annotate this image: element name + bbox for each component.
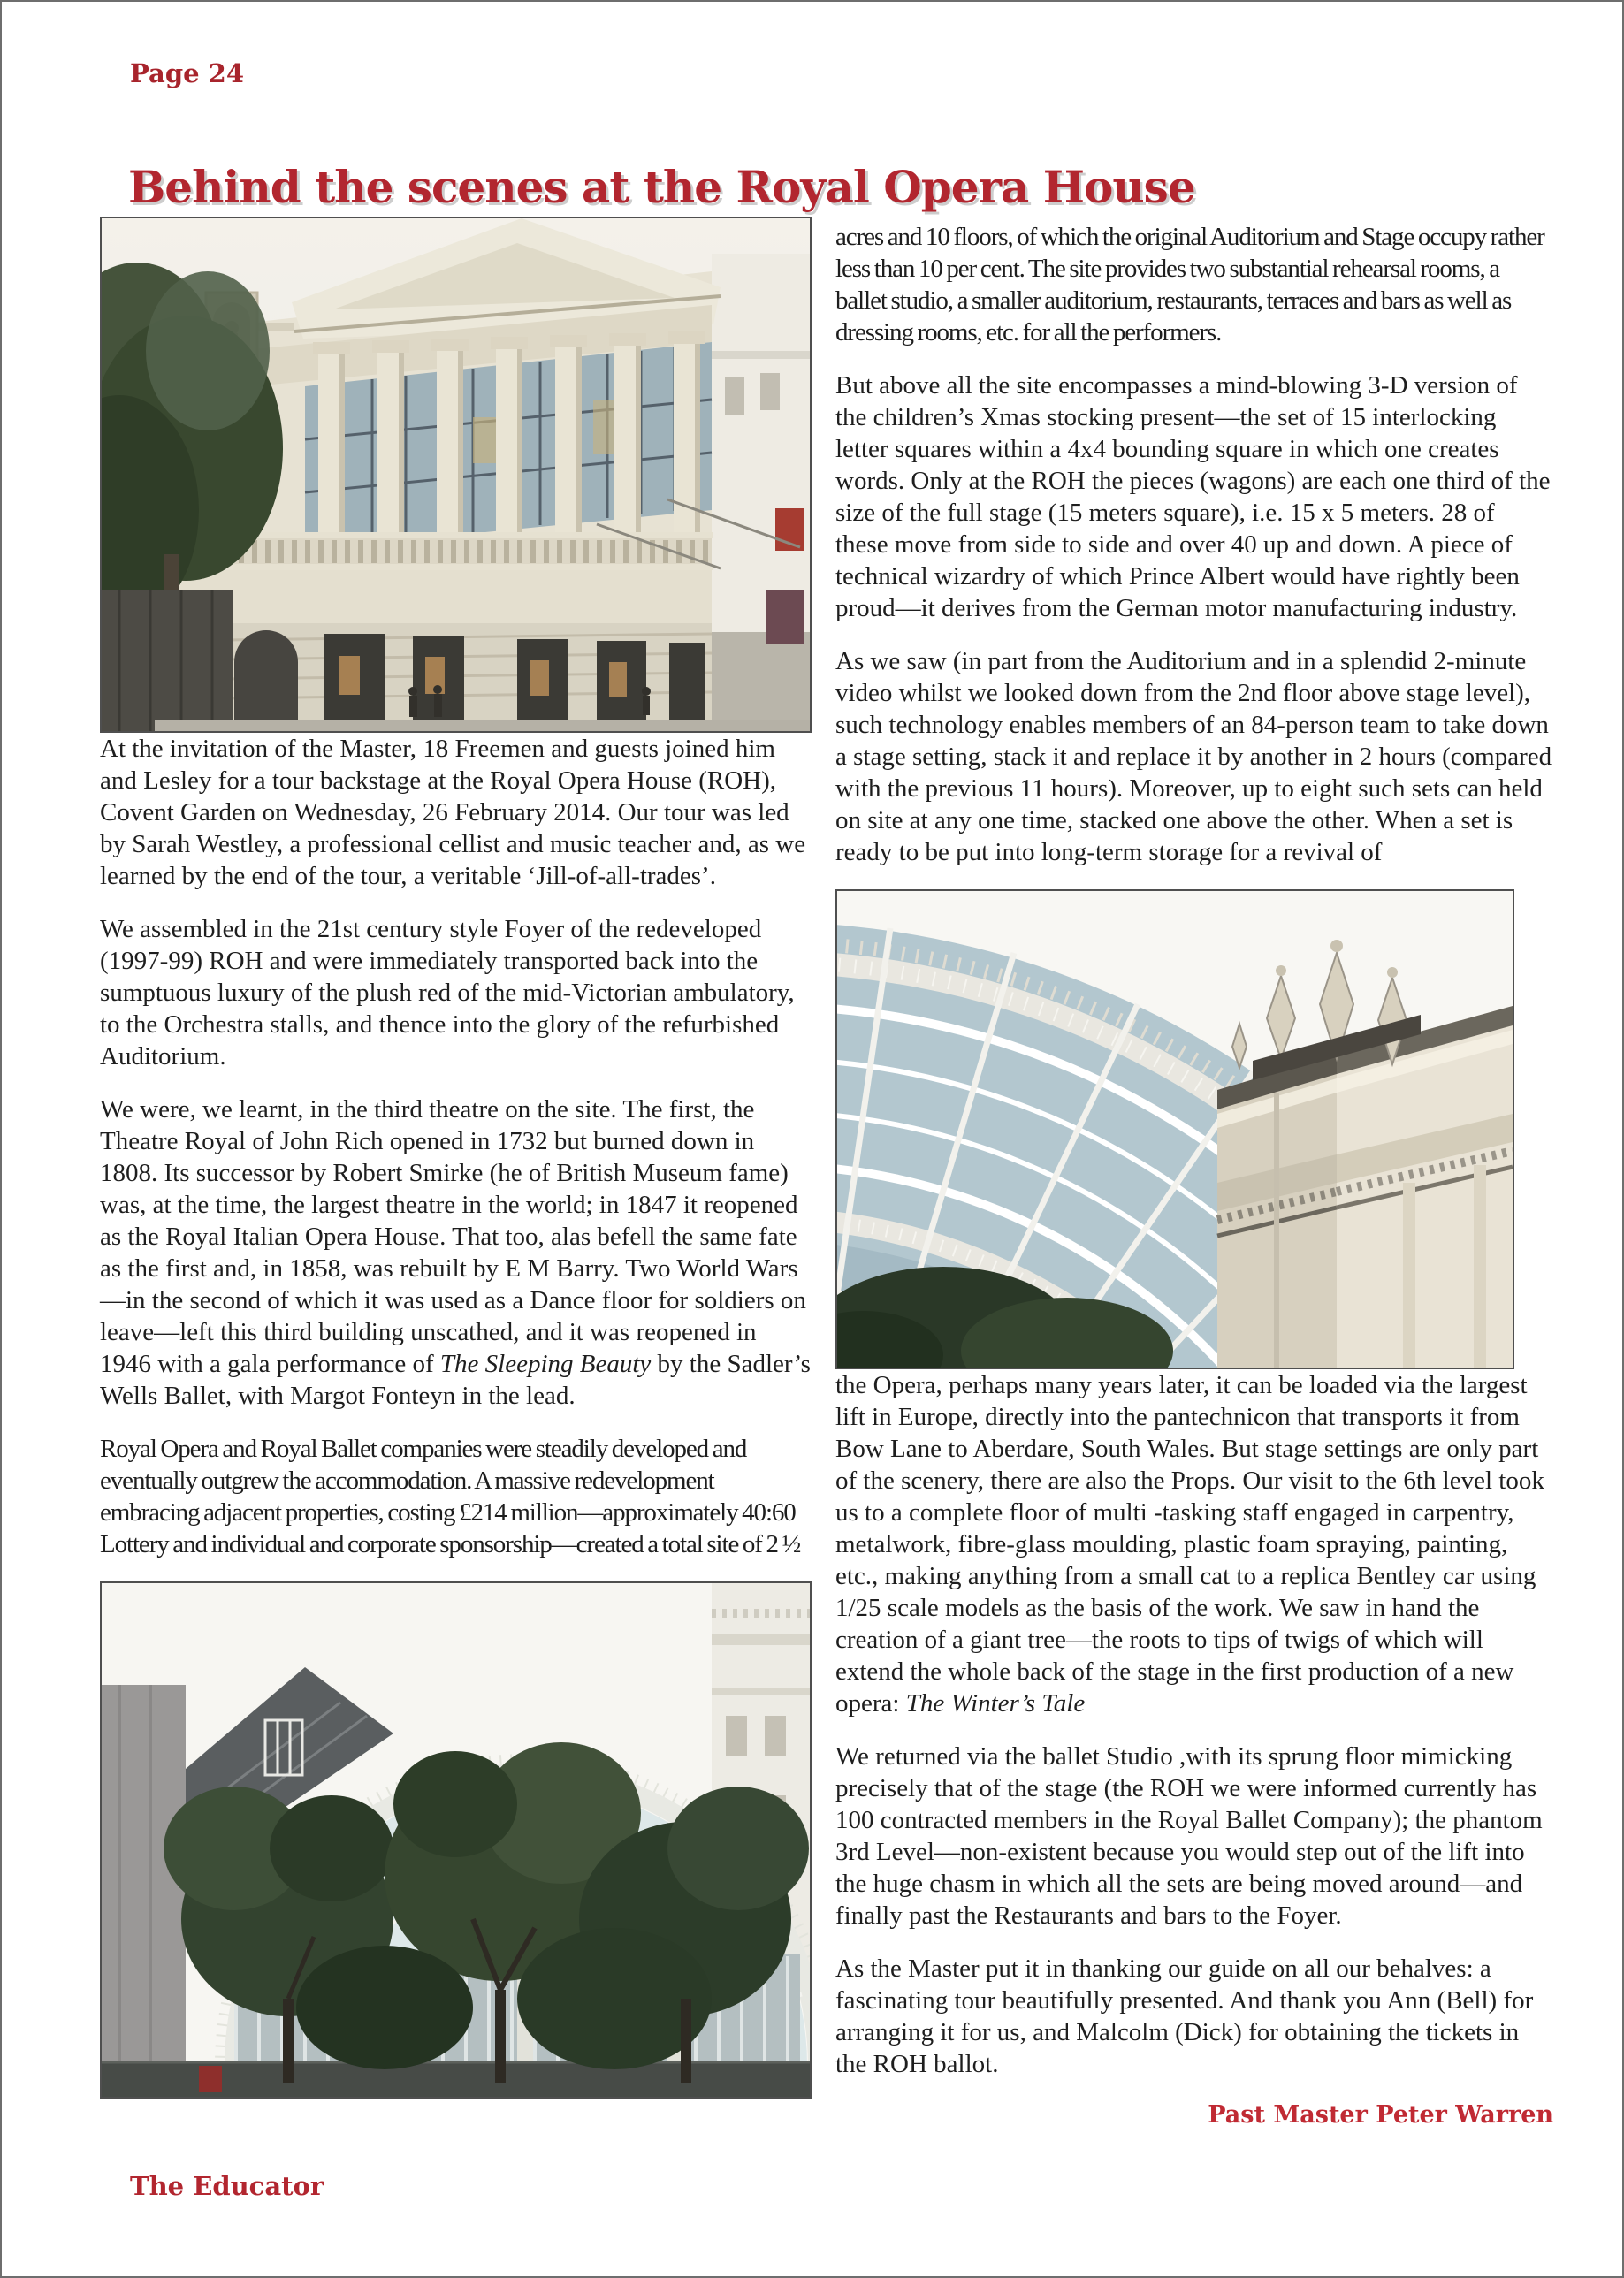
photo-paul-hamlyn-arch-detail [835,889,1514,1369]
publication-title: The Educator [130,2171,324,2201]
paragraph: acres and 10 floors, of which the original Auditorium and Stage occupy rather less than 10 per cent. The site provides two substantial rehearsal rooms, a ballet studio, a smaller auditorium, restaurants, terraces and bars as well as dressing rooms, etc. for all the performers. [835,223,1544,347]
paragraph [835,1369,1553,1719]
paragraph: But above all the site encompasses a mind-blowing 3-D version of the children’s Xmas stocking present—the set of 15 interlocking letter squares within a 4x4 bounding square in which one creates words. Only at the ROH the pieces (wagons) are each one third of the size of the full stage (15 meters square), i.e. 15 x 5 meters. 28 of these move from side to side and over 40 up and down. A piece of technical wizardry of which Prince Albert would have rightly been proud—it derives from the German motor manufacturing industry. [835,371,1551,622]
photo-roh-bow-street-facade [100,217,812,733]
glass-arch-corner-illustration [837,891,1513,1368]
italic-title: The Sleeping Beauty [439,1350,652,1378]
page-number: Page 24 [130,58,244,88]
paragraph-text: by the Sadler’s Wells Ballet, with Margot Fonteyn in the lead. [100,1350,811,1410]
paragraph-text: the Opera, perhaps many years later, it can be loaded via the largest lift in Europe, directly into the pantechnicon that transports it from Bow Lane to Aberdare, South Wales. But stage settings are only part of the scenery, there are also the Props. Our visit to the 6th level took us to a complete floor of multi -tasking staff engaged in carpentry, metalwork, fibre-glass moulding, plastic foam spraying, painting, etc., making anything from a small cat to a replica Bentley car using 1/25 scale models as the basis of the work. We saw in hand the creation of a giant tree—the roots to tips of twigs of which will extend the whole back of the stage in the first production of a new opera: [835,1371,1544,1718]
paragraph-text: We were, we learnt, in the third theatre on the site. The first, the Theatre Royal of John Rich opened in 1732 but burned down in 1808. Its successor by Robert Smirke (he of British Museum fame) was, at the time, the largest theatre in the world; in 1847 it reopened as the Royal Italian Opera House. That too, alas befell the same fate as the first and, in 1858, was rebuilt by E M Barry. Two World Wars—in the second of which it was used as a Dance floor for soldiers on leave—left this third building unscathed, and it was reopened in 1946 with a gala performance of [100,1095,806,1378]
byline: Past Master Peter Warren [1208,2101,1553,2129]
paragraph [100,1093,812,1412]
article-title: Behind the scenes at the Royal Opera House [128,160,1195,213]
paragraph: We returned via the ballet Studio ,with its sprung floor mimicking precisely that of the stage (the ROH we were informed currently has 100 contracted members in the Royal Ballet Company); the phantom 3rd Level—non-existent because you would step out of the lift into the huge chasm in which all the sets are being moved around—and finally past the Restaurants and bars to the Foyer. [835,1742,1543,1930]
paragraph: Royal Opera and Royal Ballet companies were steadily developed and eventually outgrew the accommodation. A massive redevelopment embracing adjacent properties, costing £214 million—approximately 40:60 Lottery and individual and corporate sponsorship—created a total site of 2 ½ [100,1435,801,1558]
right-column [835,221,1553,2129]
paragraph: At the invitation of the Master, 18 Freemen and guests joined him and Lesley for a tour backstage at the Royal Opera House (ROH), Covent Garden on Wednesday, 26 February 2014. Our tour was led by Sarah Westley, a professional cellist and music teacher and, as we learned by the end of the tour, a veritable ‘Jill-of-all-trades’. [100,735,806,890]
paragraph: We assembled in the 21st century style Foyer of the redeveloped (1997-99) ROH and were immediately transported back into the sumptuous luxury of the plush red of the mid-Victorian ambulatory, to the Orchestra stalls, and thence into the glory of the refurbished Auditorium. [100,915,795,1070]
glass-fan-trees-illustration [102,1583,810,2097]
paragraph: As the Master put it in thanking our guide on all our behalves: a fascinating tour beautifully presented. And thank you Ann (Bell) for arranging it for us, and Malcolm (Dick) for obtaining the tickets in the ROH ballot. [835,1954,1534,2078]
italic-title: The Winter’s Tale [905,1689,1086,1718]
left-column [100,217,812,2099]
roh-facade-illustration [102,218,810,731]
photo-paul-hamlyn-hall-street-view [100,1581,812,2099]
paragraph: As we saw (in part from the Auditorium and in a splendid 2-minute video whilst we looked down from the 2nd floor above stage level), such technology enables members of an 84-person team to take down a stage setting, stack it and replace it by another in 2 hours (compared with the previous 11 hours). Moreover, up to eight such sets can held on site at any one time, stacked one above the other. When a set is ready to be put into long-term storage for a revival of [835,647,1552,866]
